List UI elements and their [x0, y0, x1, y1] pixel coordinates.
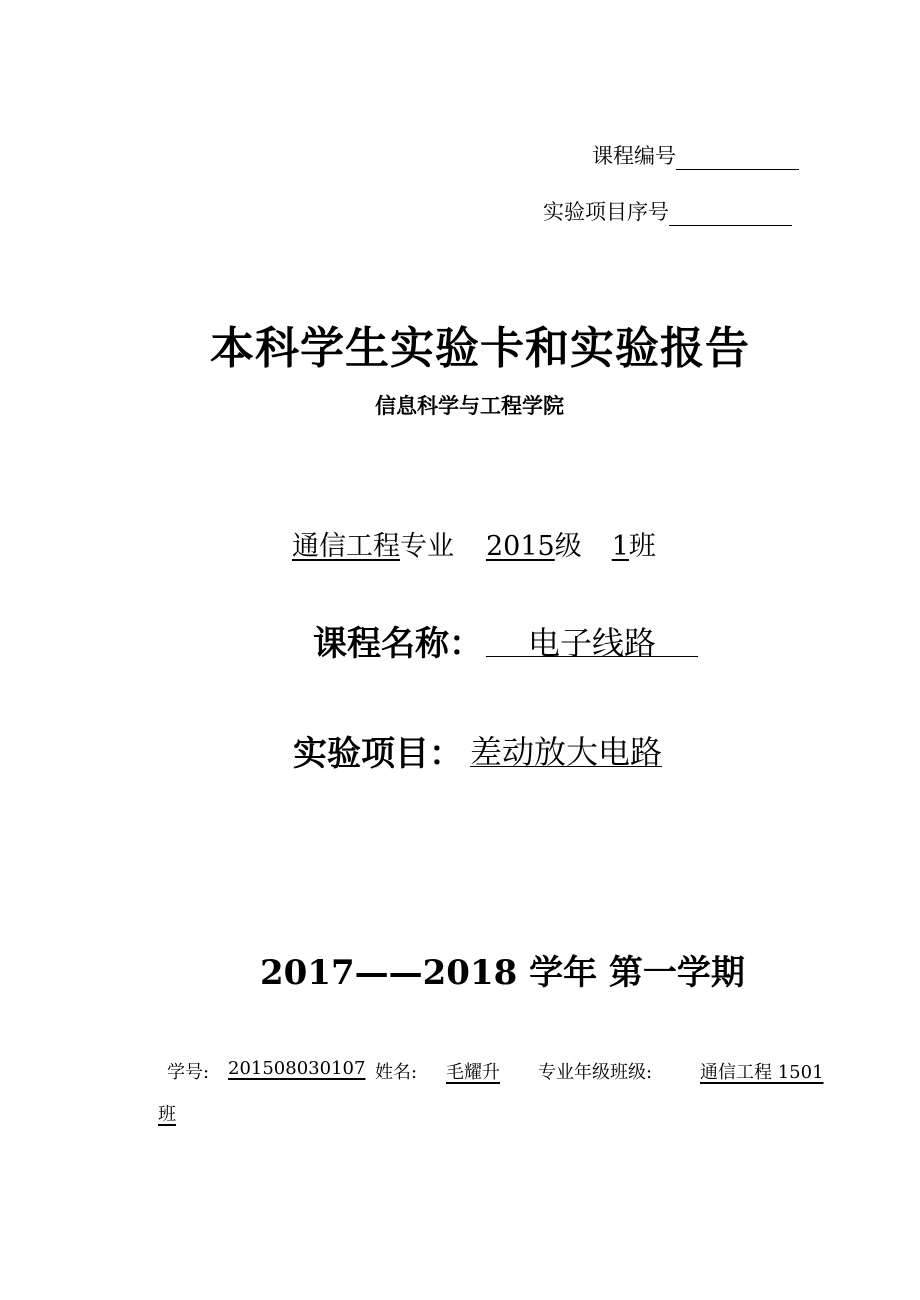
student-name-label: 姓名: [375, 1062, 418, 1083]
class-no-value: 1 [611, 531, 629, 562]
course-label: 课程名称： [313, 624, 483, 664]
year-value: 2015 [486, 531, 555, 562]
course-code-label: 课程编号 [592, 144, 676, 168]
project-label: 实验项目： [293, 734, 463, 774]
college-name: 信息科学与工程学院 [375, 394, 564, 418]
project-value: 差动放大电路 [470, 733, 663, 771]
student-id-label: 学号: [167, 1062, 210, 1083]
page-title: 本科学生实验卡和实验报告 [210, 323, 750, 374]
major-value: 通信工程 [292, 531, 400, 562]
student-class-value-cont: 班 [158, 1104, 176, 1125]
project-no-label: 实验项目序号 [543, 200, 669, 224]
project-no-row [543, 196, 792, 226]
class-suffix: 班 [628, 531, 656, 562]
course-code-blank[interactable] [676, 145, 799, 170]
course-code-row [592, 140, 799, 170]
student-class-value: 通信工程 1501 [700, 1062, 824, 1083]
course-value: 电子线路 [527, 624, 656, 662]
course-value-field [486, 618, 698, 662]
term: 2017——2018 学年 第一学期 [260, 953, 745, 993]
major-suffix: 专业 [400, 531, 454, 562]
student-id-value: 201508030107 [228, 1058, 366, 1079]
student-name-value: 毛耀升 [446, 1062, 500, 1083]
project-value-field [470, 727, 663, 771]
class-line [292, 524, 656, 563]
student-class-label: 专业年级班级: [538, 1062, 653, 1083]
year-suffix: 级 [554, 531, 582, 562]
project-no-blank[interactable] [669, 201, 792, 226]
